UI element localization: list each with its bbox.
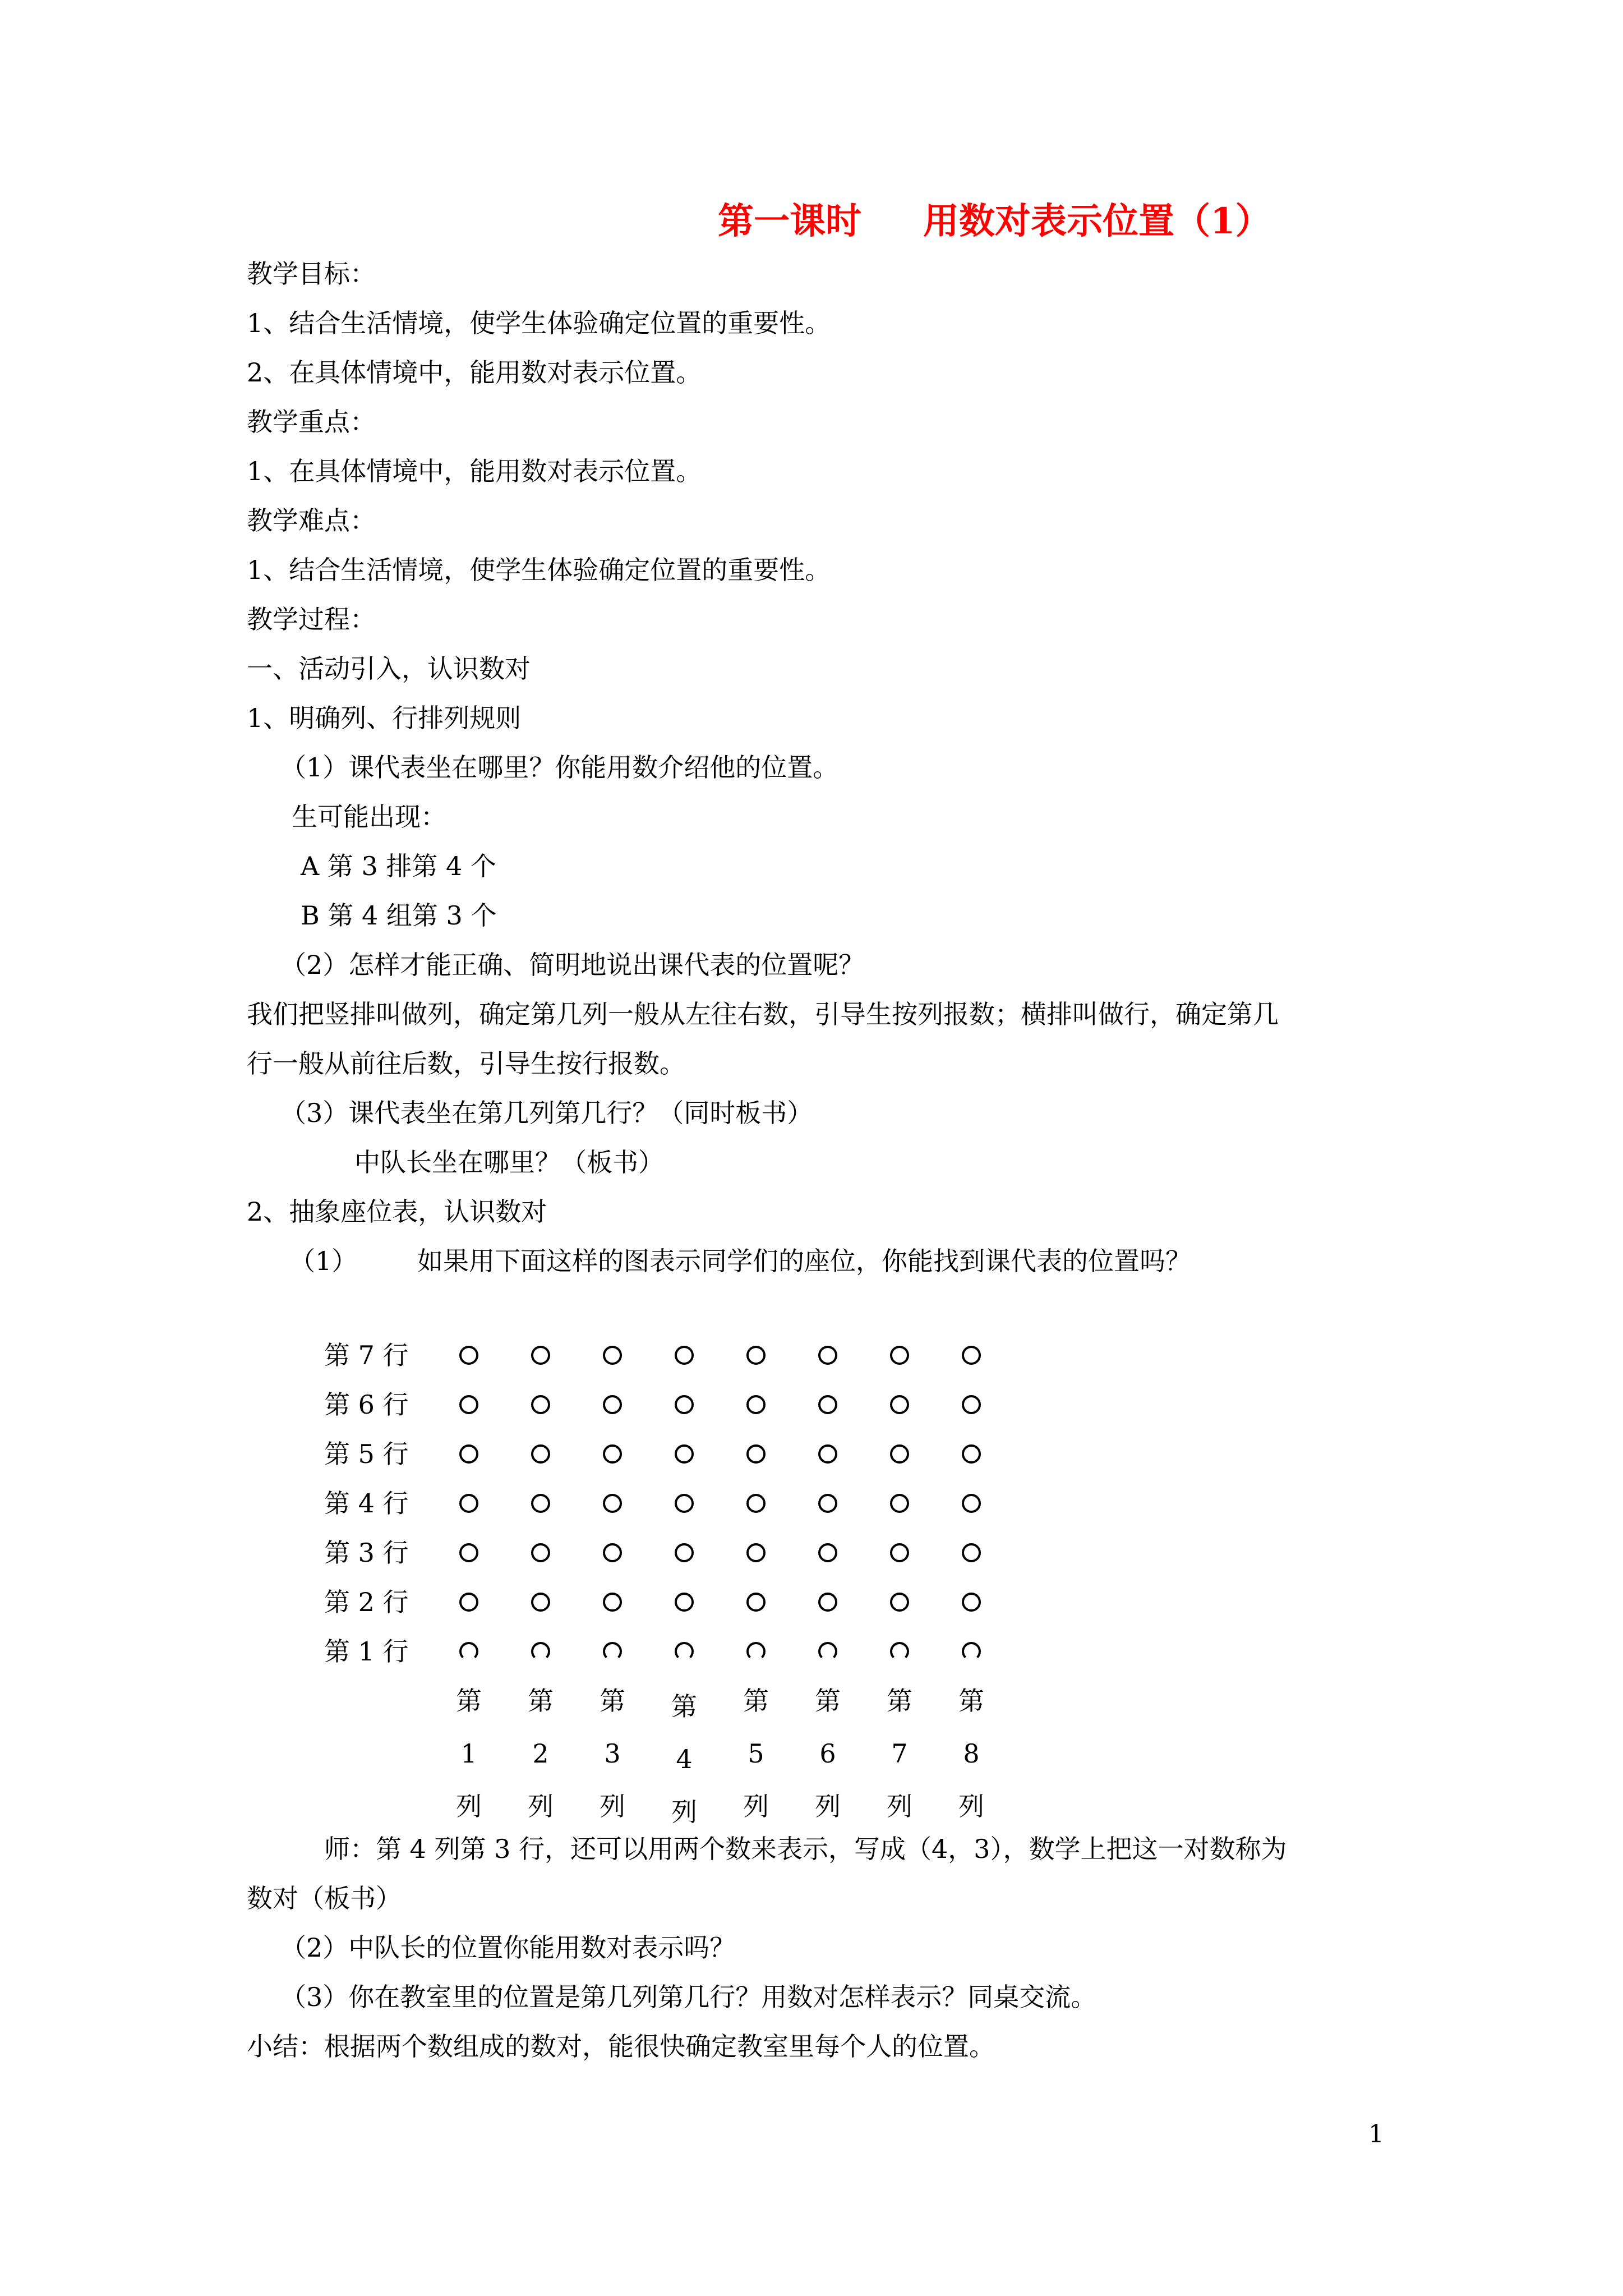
row-label-4: 第 4 行: [324, 1488, 409, 1519]
seat-circle: [675, 1593, 694, 1612]
seat-circle: [890, 1494, 909, 1513]
title-lesson: 第一课时: [718, 200, 861, 242]
seat-circle: [818, 1593, 837, 1612]
possible-answers-label: 生可能出现：: [292, 802, 446, 832]
section-1-heading: 一、活动引入，认识数对: [247, 654, 531, 684]
column-1-prefix: 第: [456, 1686, 482, 1716]
seat-circle: [890, 1346, 909, 1365]
seat-circle: [459, 1642, 478, 1661]
row-label-1: 第 1 行: [324, 1636, 409, 1667]
summary: 小结：根据两个数组成的数对，能很快确定教室里每个人的位置。: [247, 2031, 995, 2062]
row-label-6: 第 6 行: [324, 1389, 409, 1420]
objective-2: 2、在具体情境中，能用数对表示位置。: [247, 357, 702, 388]
column-4-prefix: 第: [671, 1691, 697, 1722]
question-2: （2）怎样才能正确、简明地说出课代表的位置呢？: [280, 950, 865, 980]
seat-circle: [603, 1642, 622, 1661]
column-2-suffix: 列: [528, 1791, 554, 1821]
column-8-prefix: 第: [958, 1686, 984, 1716]
seat-circle: [746, 1444, 766, 1464]
seat-circle: [675, 1395, 694, 1414]
seat-circle: [962, 1642, 981, 1661]
seat-circle: [962, 1346, 981, 1365]
subsection-1-heading: 1、明确列、行排列规则: [247, 703, 522, 733]
seat-circle: [962, 1444, 981, 1464]
answer-b: B 第 4 组第 3 个: [301, 900, 497, 931]
column-2-prefix: 第: [528, 1686, 554, 1716]
question-5: （2）中队长的位置你能用数对表示吗？: [280, 1932, 736, 1963]
seat-circle: [746, 1395, 766, 1414]
column-4-suffix: 列: [671, 1797, 697, 1827]
column-2-number: 2: [532, 1738, 549, 1769]
question-3: （3）课代表坐在第几列第几行？（同时板书）: [280, 1098, 813, 1128]
key-point-1: 1、在具体情境中，能用数对表示位置。: [247, 456, 702, 486]
column-6-prefix: 第: [815, 1686, 841, 1716]
column-3-number: 3: [604, 1738, 621, 1769]
seat-circle: [459, 1346, 478, 1365]
seat-circle: [890, 1395, 909, 1414]
seat-circle: [531, 1346, 550, 1365]
seat-circle: [890, 1444, 909, 1464]
question-3-followup: 中队长坐在哪里？（板书）: [354, 1147, 664, 1177]
row-label-2: 第 2 行: [324, 1587, 409, 1617]
seat-circle: [962, 1593, 981, 1612]
seat-circle: [675, 1543, 694, 1562]
seat-circle: [962, 1395, 981, 1414]
question-4-number: （1）: [289, 1246, 358, 1276]
heading-process: 教学过程：: [247, 604, 376, 634]
difficulty-1: 1、结合生活情境，使学生体验确定位置的重要性。: [247, 555, 831, 585]
teacher-explanation-line-1: 师：第 4 列第 3 行，还可以用两个数来表示，写成（4，3），数学上把这一对数称为: [324, 1834, 1287, 1864]
column-6-number: 6: [819, 1738, 836, 1769]
subsection-2-heading: 2、抽象座位表，认识数对: [247, 1197, 547, 1227]
seat-circle: [818, 1494, 837, 1513]
column-3-suffix: 列: [600, 1791, 625, 1821]
column-8-number: 8: [963, 1738, 980, 1769]
column-5-prefix: 第: [743, 1686, 769, 1716]
row-label-3: 第 3 行: [324, 1538, 409, 1568]
seat-circle: [890, 1543, 909, 1562]
seat-circle: [818, 1543, 837, 1562]
seat-circle: [818, 1395, 837, 1414]
seat-circle: [459, 1543, 478, 1562]
seat-circle: [459, 1444, 478, 1464]
explanation-line-1: 我们把竖排叫做列，确定第几列一般从左往右数，引导生按列报数；横排叫做行，确定第几: [247, 999, 1279, 1029]
seat-circle: [459, 1494, 478, 1513]
seat-circle: [603, 1543, 622, 1562]
seat-circle: [675, 1642, 694, 1661]
seat-circle: [675, 1494, 694, 1513]
row-label-7: 第 7 行: [324, 1340, 409, 1370]
column-8-suffix: 列: [958, 1791, 984, 1821]
heading-key-points: 教学重点：: [247, 407, 376, 437]
seat-circle: [531, 1543, 550, 1562]
seat-circle: [603, 1494, 622, 1513]
question-6: （3）你在教室里的位置是第几列第几行？用数对怎样表示？同桌交流。: [280, 1982, 1097, 2012]
column-4-number: 4: [676, 1744, 693, 1774]
seat-circle: [603, 1444, 622, 1464]
column-5-number: 5: [748, 1738, 764, 1769]
column-5-suffix: 列: [743, 1791, 769, 1821]
column-7-number: 7: [891, 1738, 908, 1769]
seat-circle: [890, 1642, 909, 1661]
question-4-text: 如果用下面这样的图表示同学们的座位，你能找到课代表的位置吗？: [417, 1246, 1191, 1276]
seat-circle: [818, 1444, 837, 1464]
seat-circle: [746, 1593, 766, 1612]
question-1: （1）课代表坐在哪里？你能用数介绍他的位置。: [280, 752, 839, 783]
seat-circle: [890, 1593, 909, 1612]
seat-circle: [459, 1593, 478, 1612]
column-7-prefix: 第: [887, 1686, 912, 1716]
column-3-prefix: 第: [600, 1686, 625, 1716]
row-label-5: 第 5 行: [324, 1439, 409, 1469]
seat-circle: [746, 1642, 766, 1661]
seat-circle: [531, 1494, 550, 1513]
heading-difficulties: 教学难点：: [247, 505, 376, 536]
explanation-line-2: 行一般从前往后数，引导生按行报数。: [247, 1048, 685, 1079]
objective-1: 1、结合生活情境，使学生体验确定位置的重要性。: [247, 308, 831, 338]
column-1-suffix: 列: [456, 1791, 482, 1821]
seat-circle: [818, 1346, 837, 1365]
seat-circle: [531, 1395, 550, 1414]
page-number: 1: [1368, 2120, 1384, 2148]
seat-circle: [531, 1444, 550, 1464]
seat-circle: [675, 1444, 694, 1464]
seat-circle: [675, 1346, 694, 1365]
seat-circle: [603, 1593, 622, 1612]
page-title: [718, 196, 1271, 247]
teacher-explanation-line-2: 数对（板书）: [247, 1883, 402, 1913]
seat-circle: [746, 1494, 766, 1513]
seat-circle: [603, 1395, 622, 1414]
seat-circle: [531, 1642, 550, 1661]
title-topic: 用数对表示位置（1）: [923, 200, 1271, 242]
column-6-suffix: 列: [815, 1791, 841, 1821]
seat-circle: [818, 1642, 837, 1661]
heading-objectives: 教学目标：: [247, 259, 376, 289]
seat-circle: [746, 1543, 766, 1562]
seat-circle: [746, 1346, 766, 1365]
seat-circle: [531, 1593, 550, 1612]
column-7-suffix: 列: [887, 1791, 912, 1821]
column-1-number: 1: [460, 1738, 477, 1769]
seat-circle: [962, 1543, 981, 1562]
seat-circle: [459, 1395, 478, 1414]
seat-circle: [603, 1346, 622, 1365]
answer-a: A 第 3 排第 4 个: [301, 851, 496, 881]
seat-circle: [962, 1494, 981, 1513]
